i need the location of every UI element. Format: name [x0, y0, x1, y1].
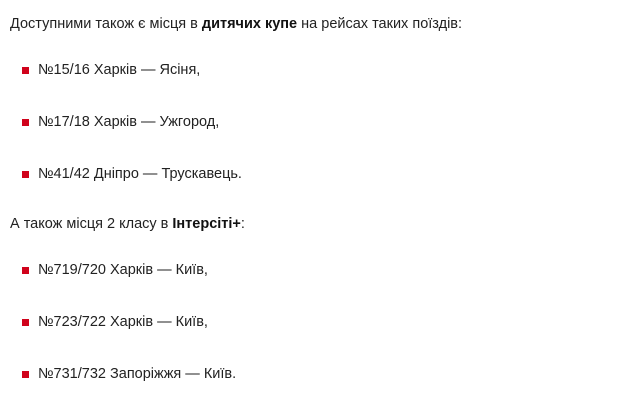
first-train-list [10, 60, 619, 184]
list-item-label: №731/732 Запоріжжя — Київ. [38, 366, 237, 382]
spacer [10, 132, 619, 164]
second-intro-text-after: : [240, 216, 245, 232]
bullet-square-icon [22, 119, 29, 126]
intro-text-bold: дитячих купе [201, 16, 298, 32]
bullet-square-icon [22, 171, 29, 178]
intro-text-after: на рейсах таких поїздів: [297, 16, 463, 32]
spacer [10, 80, 619, 112]
intro-paragraph [10, 14, 619, 34]
intro-text-before: Доступними також є місця в [10, 16, 202, 32]
list-item-label: №719/720 Харків — Київ, [38, 262, 208, 278]
list-item [10, 60, 619, 80]
second-train-list [10, 260, 619, 384]
spacer-after-intro [10, 34, 619, 60]
bullet-square-icon [22, 371, 29, 378]
list-item-label: №723/722 Харків — Київ, [38, 314, 208, 330]
list-item [10, 364, 619, 384]
list-item-label: №15/16 Харків — Ясіня, [38, 62, 201, 78]
spacer-before-second-intro [10, 184, 619, 214]
second-intro-text-before: А також місця 2 класу в [10, 216, 173, 232]
second-intro-text-bold: Інтерсіті+ [172, 216, 241, 232]
bullet-square-icon [22, 267, 29, 274]
list-item-label: №17/18 Харків — Ужгород, [38, 114, 220, 130]
spacer [10, 280, 619, 312]
spacer [10, 332, 619, 364]
list-item [10, 164, 619, 184]
list-item [10, 312, 619, 332]
list-item [10, 112, 619, 132]
list-item [10, 260, 619, 280]
list-item-label: №41/42 Дніпро — Трускавець. [38, 166, 242, 182]
bullet-square-icon [22, 319, 29, 326]
spacer-after-second-intro [10, 234, 619, 260]
second-intro-paragraph [10, 214, 619, 234]
bullet-square-icon [22, 67, 29, 74]
